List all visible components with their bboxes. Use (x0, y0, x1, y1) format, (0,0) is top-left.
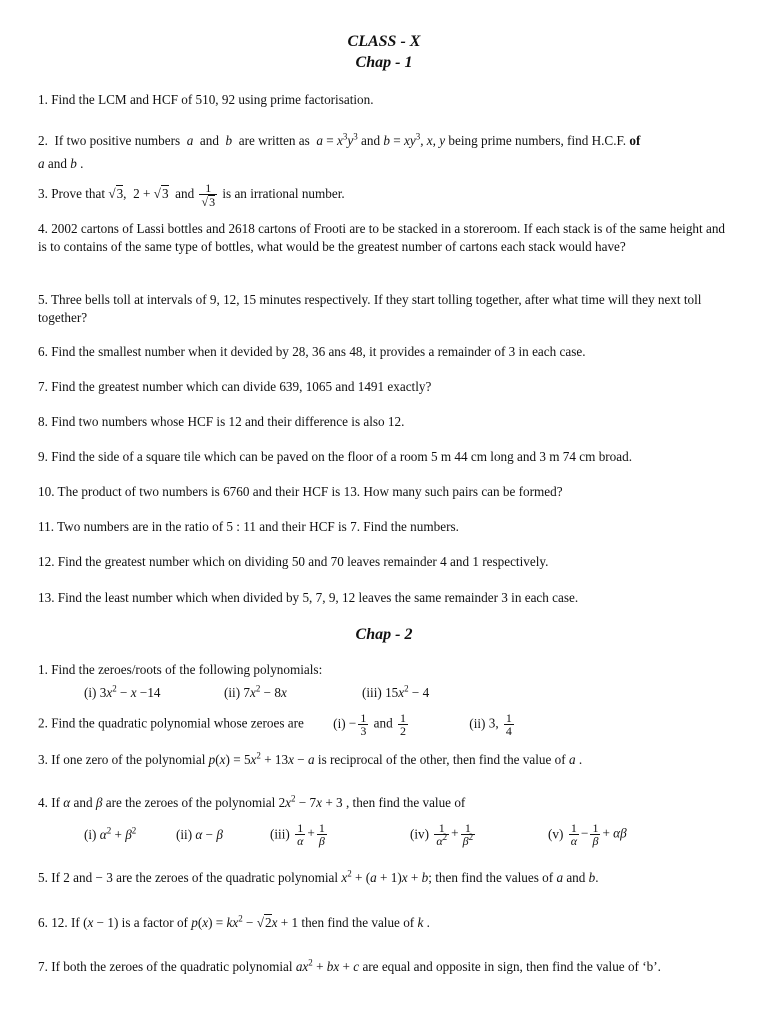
chap1-question-3: 3. Prove that √3, 2 + √3 and $\frac{1}{√3}$ is an irrational number. (38, 181, 345, 209)
chap2-question-6: 6. 12. If (x − 1) is a factor of $p(x) = kx^2 - √2x + 1$ then find the value of k . (38, 913, 430, 930)
chap2-question-7: 7. If both the zeroes of the quadratic polynomial $ax^2$ + bx + c are equal and opposite in sign, then find the value of ‘b’. (38, 957, 661, 974)
chap2-question-3: 3. If one zero of the polynomial $p(x) = 5x^2 + 13x - a$ is reciprocal of the other, then find the value of a . (38, 750, 583, 767)
chap2-q4-option-iv: (iv) $\frac{1}{\alpha^2}$ + $\frac{1}{\beta^2}$ (410, 821, 474, 848)
chap1-question-1: 1. Find the LCM and HCF of 510, 92 using prime factorisation. (38, 92, 374, 107)
chap2-question-1: 1. Find the zeroes/roots of the following polynomials: (38, 662, 323, 677)
chap1-question-10: 10. The product of two numbers is 6760 and their HCF is 13. How many such pairs can be formed? (38, 484, 563, 499)
chap1-question-12: 12. Find the greatest number which on dividing 50 and 70 leaves remainder 4 and 1 respectively. (38, 554, 549, 569)
chapter-1-title: Chap - 1 (355, 54, 413, 71)
chap1-question-6: 6. Find the smallest number when it devided by 28, 36 ans 48, it provides a remainder of 3 in each case. (38, 344, 586, 359)
chap2-q1-option-ii: (ii) $7x^2 - 8x$ (224, 683, 287, 700)
chap2-question-2: 2. Find the quadratic polynomial whose zeroes are (i) − $\frac{1}{3}$ and $\frac{1}{2}$ (ii) 3, $\frac{1}{4}$ (38, 711, 512, 738)
chap2-q1-option-iii: (iii) $15x^2 - 4$ (362, 683, 430, 700)
chap1-question-5: 5. Three bells toll at intervals of 9, 12, 15 minutes respectively. If they start tolling together, after what time will they next toll together? (38, 292, 702, 325)
chap2-q4-option-ii: (ii) α − β (176, 827, 223, 843)
chapter-2-title: Chap - 2 (355, 626, 413, 643)
chap1-question-2-cont: a and b . (38, 156, 84, 171)
chap1-question-9: 9. Find the side of a square tile which can be paved on the floor of a room 5 m 44 cm long and 3 m 74 cm broad. (38, 449, 633, 464)
chap2-q4-option-v: (v) $\frac{1}{\alpha}$ − $\frac{1}{\beta}$ + αβ (548, 821, 627, 848)
chap1-question-2: 2. If two positive numbers a and b are written as $a = x^3y^3$ and $b = xy^3$, x, y being prime numbers, find H.C.F. of (38, 131, 641, 148)
chap2-question-5: 5. If 2 and − 3 are the zeroes of the quadratic polynomial $x^2 + (a + 1)x + b$; then find the values of a and b. (38, 868, 599, 885)
chap1-question-4: 4. 2002 cartons of Lassi bottles and 2618 cartons of Frooti are to be stacked in a storeroom. If each stack is of the same height and is to contains of the same type of bottles, what would be the greatest number of cartons each stack would have? (38, 221, 726, 254)
chap1-question-8: 8. Find two numbers whose HCF is 12 and their difference is also 12. (38, 414, 405, 429)
chap2-q4-option-i: (i) $\alpha^2 + \beta^2$ (84, 825, 137, 843)
class-title: CLASS - X (347, 33, 421, 50)
chap1-question-13: 13. Find the least number which when divided by 5, 7, 9, 12 leaves the same remainder 3 in each case. (38, 590, 579, 605)
chap2-q4-option-iii: (iii) $\frac{1}{\alpha}$ + $\frac{1}{\beta}$ (270, 821, 325, 848)
chap2-q1-option-i: (i) $3x^2 - x -14$ (84, 683, 161, 700)
chap1-question-7: 7. Find the greatest number which can divide 639, 1065 and 1491 exactly? (38, 379, 432, 394)
chap1-question-11: 11. Two numbers are in the ratio of 5 : 11 and their HCF is 7. Find the numbers. (38, 519, 459, 534)
chap2-question-4: 4. If α and β are the zeroes of the polynomial $2x^2 - 7x + 3$ , then find the value of (38, 793, 466, 810)
